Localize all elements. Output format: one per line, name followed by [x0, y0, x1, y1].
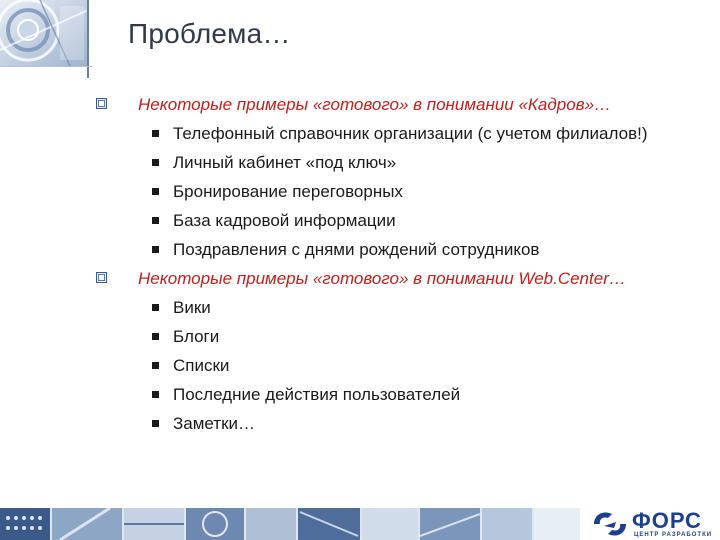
filled-square-icon	[152, 420, 159, 427]
filled-square-icon	[152, 391, 159, 398]
logo-subtitle: ЦЕНТР РАЗРАБОТКИ	[634, 532, 713, 538]
bullet-list	[96, 293, 706, 438]
fors-logo-mark-icon	[590, 508, 630, 540]
hollow-square-icon	[96, 98, 107, 109]
filled-square-icon	[152, 159, 159, 166]
list-item-text: Блоги	[173, 327, 220, 346]
filled-square-icon	[152, 362, 159, 369]
section-heading-text: Некоторые примеры «готового» в понимании «Кадров»…	[138, 95, 612, 114]
logo-name: ФОРС	[632, 508, 702, 533]
filled-square-icon	[152, 188, 159, 195]
filled-square-icon	[152, 246, 159, 253]
list-item-text: Поздравления с днями рождений сотрудников	[173, 240, 540, 259]
list-item-text: База кадровой информации	[173, 211, 396, 230]
section-heading-text: Некоторые примеры «готового» в понимании Web.Center…	[138, 269, 626, 288]
slide-title: Проблема…	[128, 18, 291, 49]
filled-square-icon	[152, 333, 159, 340]
list-item-text: Заметки…	[173, 414, 256, 433]
title-divider-horizontal	[0, 66, 92, 67]
list-item	[96, 206, 706, 235]
filled-square-icon	[152, 217, 159, 224]
section-hr	[96, 90, 706, 264]
list-item	[96, 119, 706, 148]
list-item	[96, 380, 706, 409]
slide-content	[96, 90, 706, 438]
hollow-square-icon	[96, 272, 107, 283]
section-webcenter	[96, 264, 706, 438]
footer-decoration	[0, 508, 580, 540]
list-item	[96, 235, 706, 264]
section-heading	[96, 264, 706, 293]
bullet-list	[96, 119, 706, 264]
list-item-text: Вики	[173, 298, 211, 317]
list-item	[96, 351, 706, 380]
list-item-text: Бронирование переговорных	[173, 182, 403, 201]
list-item	[96, 322, 706, 351]
fors-logo	[588, 508, 720, 540]
filled-square-icon	[152, 130, 159, 137]
filled-square-icon	[152, 304, 159, 311]
list-item	[96, 409, 706, 438]
list-item	[96, 293, 706, 322]
list-item	[96, 177, 706, 206]
list-item	[96, 148, 706, 177]
list-item-text: Телефонный справочник организации (с учетом филиалов!)	[173, 124, 648, 143]
list-item-text: Последние действия пользователей	[173, 385, 461, 404]
list-item-text: Списки	[173, 356, 230, 375]
section-heading	[96, 90, 706, 119]
list-item-text: Личный кабинет «под ключ»	[173, 153, 397, 172]
corner-decoration	[0, 0, 88, 66]
